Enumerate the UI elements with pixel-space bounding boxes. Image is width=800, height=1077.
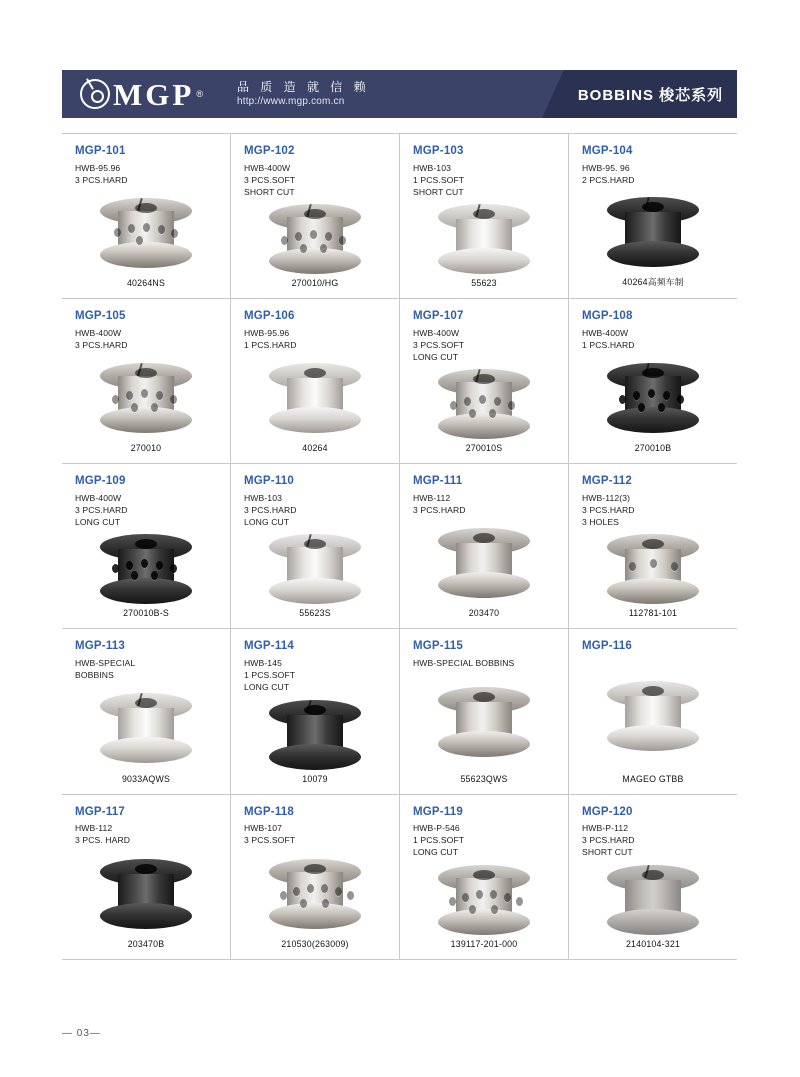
product-spec — [413, 162, 568, 199]
product-caption: 112781-101 — [628, 608, 678, 619]
product-cell — [568, 299, 737, 463]
spec-line: LONG CUT — [413, 352, 459, 363]
spec-line: 1 PCS.HARD — [244, 339, 297, 350]
product-header — [231, 805, 399, 847]
product-row — [62, 299, 737, 464]
product-code: MGP-108 — [582, 310, 633, 323]
bobbin-center-hole — [135, 864, 157, 874]
spec-line: HWB-SPECIAL BOBBINS — [413, 657, 515, 668]
product-caption: 203470 — [468, 608, 500, 619]
bobbin-illustration — [98, 361, 194, 435]
spec-line: LONG CUT — [413, 847, 459, 858]
spec-line: HWB-400W — [75, 327, 122, 338]
product-code: MGP-110 — [244, 475, 294, 488]
product-cell — [230, 134, 399, 298]
spec-line: HWB-P-112 — [582, 823, 629, 834]
product-grid — [62, 133, 737, 960]
product-image — [231, 198, 399, 278]
slogan-chinese: 品 质 造 就 信 赖 — [236, 80, 370, 95]
product-image — [400, 363, 568, 443]
product-code: MGP-103 — [413, 145, 464, 157]
bobbin-illustration — [267, 532, 363, 606]
spec-line: HWB-400W — [413, 327, 460, 338]
product-cell — [230, 629, 399, 793]
product-header — [62, 474, 230, 528]
product-header — [231, 474, 399, 528]
bobbin-illustration — [98, 691, 194, 765]
brand-website: http://www.mgp.com.cn — [236, 96, 345, 108]
product-image — [231, 528, 399, 608]
product-caption: 203470B — [127, 938, 165, 949]
product-image — [62, 846, 230, 938]
product-cell — [399, 464, 568, 628]
bobbin-bottom-flange — [607, 407, 699, 433]
page-number: — 03— — [62, 1028, 101, 1039]
product-header — [62, 144, 230, 186]
product-header — [569, 144, 737, 186]
product-caption: 210530(263009) — [281, 938, 349, 949]
product-caption: 2140104-321 — [625, 938, 681, 949]
product-code: MGP-106 — [244, 310, 295, 323]
page-header — [62, 70, 737, 118]
product-caption: 55623S — [299, 608, 331, 619]
product-image — [62, 351, 230, 443]
product-header — [62, 639, 230, 681]
bobbin-bottom-flange — [269, 248, 361, 274]
product-code: MGP-109 — [75, 475, 126, 488]
bobbin-illustration — [267, 202, 363, 276]
product-image — [231, 694, 399, 774]
product-code: MGP-113 — [75, 640, 125, 653]
spec-line: 3 PCS.HARD — [582, 504, 635, 515]
spec-line: HWB-P-546 — [413, 823, 460, 834]
bobbin-illustration — [605, 361, 701, 435]
product-spec — [75, 657, 230, 681]
bobbin-illustration — [436, 202, 532, 276]
brand-banner — [62, 70, 554, 118]
product-spec — [413, 327, 568, 364]
bobbin-illustration — [436, 863, 532, 937]
product-image — [62, 528, 230, 608]
spec-line: HWB-400W — [75, 492, 122, 503]
spec-line: SHORT CUT — [244, 186, 295, 197]
spec-line: HWB-103 — [413, 162, 451, 173]
category-title: BOBBINS 梭芯系列 — [577, 86, 724, 104]
bobbin-bottom-flange — [100, 407, 192, 433]
product-image — [231, 846, 399, 938]
product-cell — [230, 795, 399, 959]
product-code: MGP-115 — [413, 640, 463, 653]
spec-line: 2 PCS.HARD — [582, 174, 635, 185]
product-cell — [399, 629, 568, 793]
product-header — [231, 639, 399, 693]
bobbin-bottom-flange — [269, 407, 361, 433]
spec-line: HWB-112 — [75, 823, 113, 834]
product-code: MGP-119 — [413, 805, 463, 818]
product-header — [231, 144, 399, 198]
product-header — [569, 474, 737, 528]
product-cell — [230, 464, 399, 628]
spec-line: 3 PCS.HARD — [75, 174, 128, 185]
spec-line: HWB-112 — [413, 492, 451, 503]
product-code: MGP-120 — [582, 805, 633, 818]
product-spec — [582, 822, 737, 859]
product-spec — [244, 327, 399, 351]
bobbin-bottom-flange — [269, 903, 361, 929]
bobbin-center-hole — [473, 870, 495, 880]
product-spec — [582, 327, 737, 351]
spec-line: 1 PCS.HARD — [582, 339, 635, 350]
bobbin-illustration — [605, 195, 701, 269]
product-cell — [568, 464, 737, 628]
product-spec — [244, 657, 399, 694]
spec-line: HWB-95.96 — [244, 327, 290, 338]
spec-line: LONG CUT — [244, 682, 290, 693]
product-image — [62, 681, 230, 773]
product-spec — [413, 492, 568, 516]
product-cell — [62, 299, 230, 463]
product-spec — [582, 162, 737, 186]
bobbin-bottom-flange — [438, 731, 530, 757]
spec-line: SHORT CUT — [413, 186, 464, 197]
bobbin-illustration — [605, 863, 701, 937]
product-code: MGP-104 — [582, 145, 633, 157]
bobbin-bottom-flange — [607, 578, 699, 604]
product-caption: MAGEO GTBB — [622, 773, 684, 784]
product-cell — [62, 134, 230, 298]
spec-line: HWB-112(3) — [582, 492, 631, 503]
spec-line: 3 PCS.SOFT — [413, 339, 465, 350]
product-caption: 40264 — [302, 443, 328, 454]
product-spec — [413, 822, 568, 859]
category-banner — [564, 70, 737, 118]
product-code: MGP-114 — [244, 640, 294, 653]
product-header — [569, 639, 737, 657]
bobbin-illustration — [267, 857, 363, 931]
spec-line: 1 PCS.SOFT — [244, 670, 296, 681]
product-caption: 270010/HG — [291, 278, 339, 289]
spec-line: LONG CUT — [75, 517, 121, 528]
bobbin-bottom-flange — [607, 241, 699, 267]
product-caption: 139117-201-000 — [450, 938, 518, 949]
product-code: MGP-112 — [582, 475, 632, 488]
spec-line: HWB-SPECIAL — [75, 657, 136, 668]
bobbin-illustration — [267, 361, 363, 435]
spec-line: HWB-400W — [244, 162, 291, 173]
product-image — [62, 186, 230, 278]
product-caption: 270010B — [634, 443, 672, 454]
product-image — [400, 516, 568, 608]
bobbin-center-hole — [304, 864, 326, 874]
bobbin-illustration — [605, 679, 701, 753]
product-code: MGP-116 — [582, 640, 632, 653]
product-spec — [75, 822, 230, 846]
spec-line: 3 PCS.SOFT — [244, 835, 296, 846]
product-caption: 55623 — [471, 278, 497, 289]
product-caption: 270010B-S — [123, 608, 169, 619]
product-spec — [244, 162, 399, 199]
bobbin-illustration — [436, 367, 532, 441]
product-spec — [244, 492, 399, 529]
product-image — [569, 351, 737, 443]
product-caption: 10079 — [302, 773, 328, 784]
bobbin-bottom-flange — [438, 413, 530, 439]
product-image — [400, 669, 568, 773]
bobbin-illustration — [267, 698, 363, 772]
spec-line: 3 PCS.HARD — [75, 339, 128, 350]
product-cell — [568, 795, 737, 959]
product-spec — [244, 822, 399, 846]
product-code: MGP-118 — [244, 805, 294, 818]
product-cell — [399, 299, 568, 463]
product-image — [400, 859, 568, 939]
product-header — [62, 805, 230, 847]
registered-trademark-icon: ® — [196, 89, 203, 99]
spec-line: HWB-145 — [244, 657, 282, 668]
product-header — [231, 309, 399, 351]
mgp-logo-icon — [80, 79, 110, 109]
bobbin-bottom-flange — [269, 744, 361, 770]
spec-line: 1 PCS.SOFT — [413, 835, 465, 846]
product-spec — [582, 492, 737, 529]
product-cell — [399, 134, 568, 298]
product-header — [400, 805, 568, 859]
product-caption: 40264NS — [126, 278, 166, 289]
bobbin-bottom-flange — [100, 737, 192, 763]
product-row — [62, 795, 737, 960]
product-row — [62, 464, 737, 629]
spec-line: 3 PCS.SOFT — [244, 174, 296, 185]
product-cell — [399, 795, 568, 959]
spec-line: BOBBINS — [75, 670, 114, 681]
spec-line: SHORT CUT — [582, 847, 633, 858]
spec-line: HWB-400W — [582, 327, 629, 338]
bobbin-bottom-flange — [607, 909, 699, 935]
spec-line: LONG CUT — [244, 517, 290, 528]
bobbin-illustration — [98, 532, 194, 606]
product-caption: 9033AQWS — [121, 773, 171, 784]
product-code: MGP-102 — [244, 145, 295, 157]
spec-line: 1 PCS.SOFT — [413, 174, 465, 185]
product-caption: 270010S — [465, 443, 503, 454]
product-image — [400, 198, 568, 278]
bobbin-bottom-flange — [100, 578, 192, 604]
product-cell — [62, 629, 230, 793]
product-cell — [62, 464, 230, 628]
product-image — [569, 528, 737, 608]
bobbin-bottom-flange — [100, 242, 192, 268]
bobbin-illustration — [605, 532, 701, 606]
bobbin-illustration — [436, 685, 532, 759]
product-caption: 270010 — [130, 443, 162, 454]
product-code: MGP-117 — [75, 805, 125, 818]
brand-name: MGP — [113, 76, 195, 112]
product-cell — [230, 299, 399, 463]
product-header — [62, 309, 230, 351]
product-spec — [75, 162, 230, 186]
product-cell — [568, 134, 737, 298]
product-caption: 40264高频车制 — [622, 277, 684, 288]
product-caption: 55623QWS — [460, 773, 508, 784]
product-code: MGP-107 — [413, 310, 464, 323]
bobbin-bottom-flange — [607, 725, 699, 751]
product-header — [400, 309, 568, 363]
product-image — [569, 859, 737, 939]
spec-line: HWB-107 — [244, 823, 282, 834]
spec-line: 3 PCS.HARD — [413, 504, 466, 515]
product-header — [569, 805, 737, 859]
product-code: MGP-111 — [413, 475, 463, 488]
product-image — [231, 351, 399, 443]
product-spec — [75, 327, 230, 351]
product-header — [569, 309, 737, 351]
spec-line: 3 PCS.HARD — [582, 835, 635, 846]
bobbin-bottom-flange — [438, 572, 530, 598]
spec-line: 3 PCS. HARD — [75, 835, 131, 846]
spec-line: 3 PCS.HARD — [244, 504, 297, 515]
product-image — [569, 186, 737, 275]
product-spec — [413, 657, 568, 669]
product-header — [400, 474, 568, 516]
bobbin-illustration — [98, 196, 194, 270]
brand-slogan — [237, 79, 370, 109]
spec-line: 3 PCS.HARD — [75, 504, 128, 515]
spec-line: HWB-103 — [244, 492, 282, 503]
bobbin-bottom-flange — [269, 578, 361, 604]
product-cell — [568, 629, 737, 793]
bobbin-illustration — [98, 857, 194, 931]
bobbin-bottom-flange — [100, 903, 192, 929]
bobbin-illustration — [436, 526, 532, 600]
product-image — [569, 657, 737, 774]
product-code: MGP-101 — [75, 145, 126, 157]
spec-line: 3 HOLES — [582, 517, 620, 528]
bobbin-bottom-flange — [438, 248, 530, 274]
bobbin-bottom-flange — [438, 909, 530, 935]
product-header — [400, 144, 568, 198]
spec-line: HWB-95. 96 — [582, 162, 630, 173]
product-row — [62, 134, 737, 299]
product-cell — [62, 795, 230, 959]
product-row — [62, 629, 737, 794]
product-header — [400, 639, 568, 669]
product-code: MGP-105 — [75, 310, 126, 323]
product-spec — [75, 492, 230, 529]
spec-line: HWB-95.96 — [75, 162, 121, 173]
